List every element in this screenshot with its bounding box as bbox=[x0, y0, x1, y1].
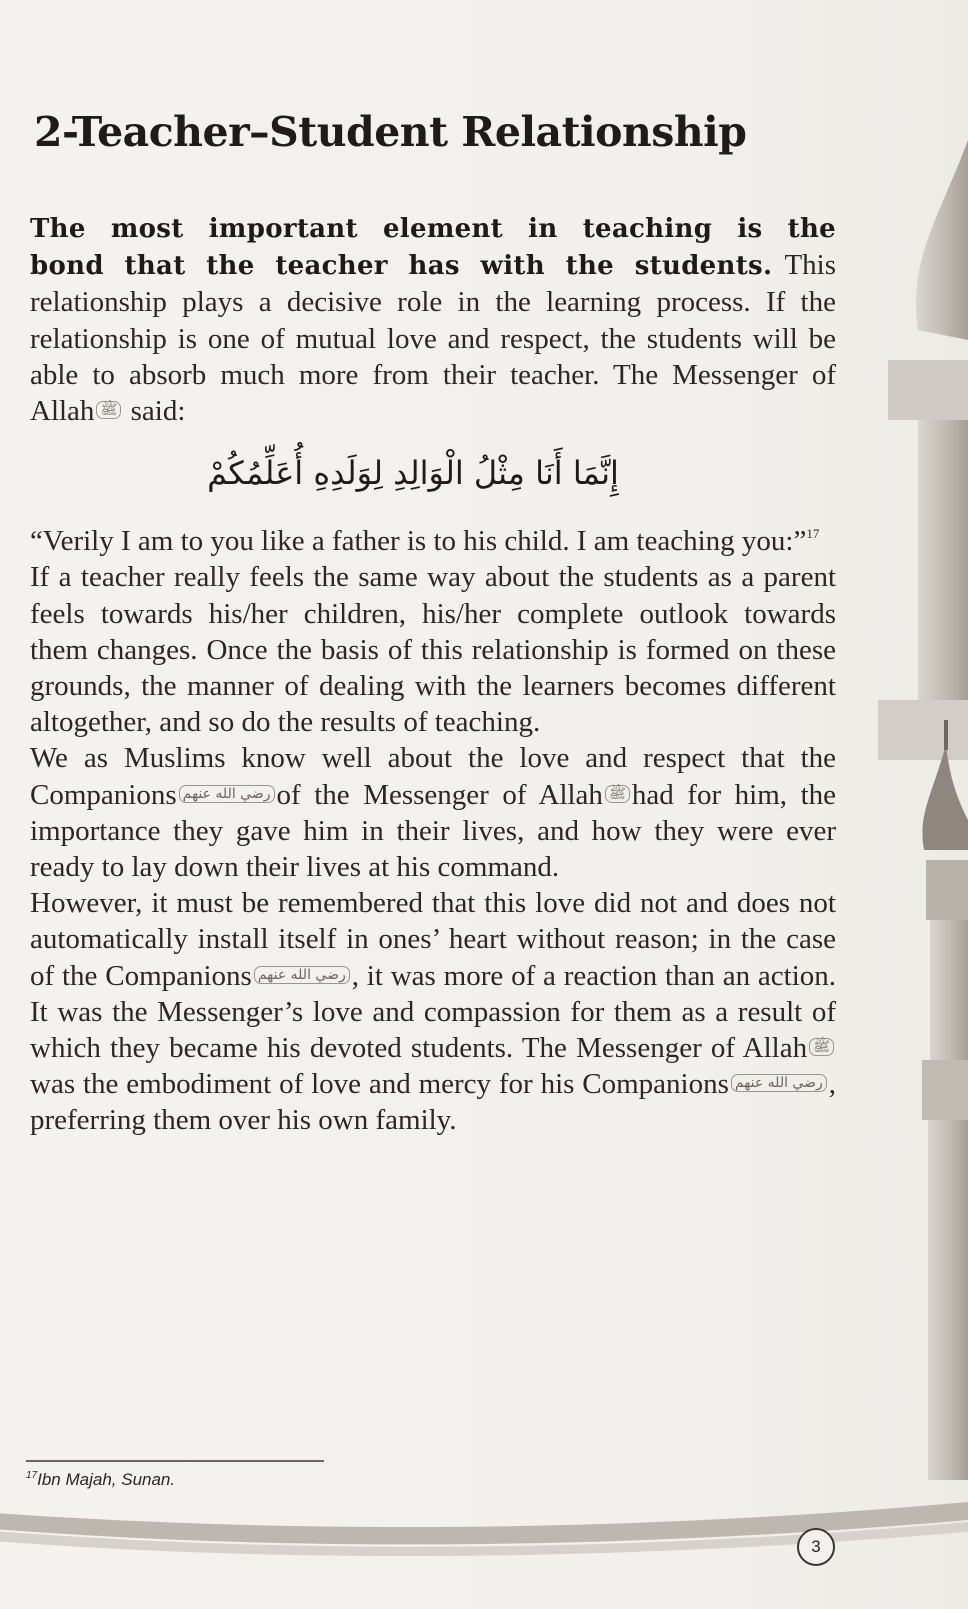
prophet-honorific-icon: ﷺ bbox=[96, 401, 121, 419]
footnote-marker: 17 bbox=[26, 1470, 38, 1481]
companions-honorific-icon: رضي الله عنهم bbox=[179, 785, 275, 803]
reaction-text-d: , preferring them over his own family. bbox=[30, 1068, 836, 1137]
page-number: 3 bbox=[797, 1528, 835, 1566]
companions-honorific-icon: رضي الله عنهم bbox=[731, 1074, 827, 1092]
section-title: 2-Teacher–Student Relationship bbox=[34, 108, 747, 156]
minaret-illustration bbox=[838, 0, 968, 1609]
lead-sentence: The most important element in teaching is the bond that the teacher has with the students. bbox=[30, 214, 836, 282]
reaction-text-a: However, it must be remembered that this love did not and does not automatically install itself in ones’ heart without reason; in the case of the Companions bbox=[30, 887, 836, 992]
reaction-text-b: , it was more of a reaction than an action. It was the Messenger’s love and compassion for them as a result of which they became his devoted students. The Messenger of Allah bbox=[30, 959, 837, 1065]
footnote-text: Ibn Majah, Sunan. bbox=[37, 1470, 176, 1489]
reaction-text-c: was the embodiment of love and mercy for his Companions bbox=[30, 1068, 729, 1101]
companions-honorific-icon: رضي الله عنهم bbox=[254, 966, 350, 984]
quote-translation: “Verily I am to you like a father is to his child. I am teaching you:” bbox=[30, 525, 807, 558]
paragraph-reaction bbox=[30, 885, 836, 1138]
companions-text-c: had for him, the importance they gave him in their lives, and how they were ever ready to lay down their lives at his command. bbox=[30, 778, 837, 884]
prophet-honorific-icon: ﷺ bbox=[605, 785, 630, 803]
arabic-hadith-quote: إِنَّمَا أَنَا مِثْلُ الْوَالِدِ لِوَلَدِهِ أُعَلِّمُكُمْ bbox=[207, 454, 619, 493]
paragraph-translation bbox=[30, 523, 836, 559]
paragraph-parent-analogy: If a teacher really feels the same way about the students as a parent feels towards his/her children, his/her complete outlook towards them changes. Once the basis of this relationship is formed on these grounds, the manner of dealing with the learners becomes different altogether, and so do the results of teaching. bbox=[30, 561, 836, 739]
said-text: said: bbox=[130, 395, 186, 428]
intro-text: This relationship plays a decisive role in the learning process. If the relationship is one of mutual love and respect, the students will be able to absorb much more from their teacher. The Messenger of Allah bbox=[30, 249, 836, 428]
body-text bbox=[30, 210, 836, 1139]
companions-text-a: We as Muslims know well about the love and respect that the Companions bbox=[30, 742, 836, 811]
prophet-honorific-icon: ﷺ bbox=[809, 1038, 834, 1056]
companions-text-b: of the Messenger of Allah bbox=[276, 778, 603, 811]
paragraph-intro bbox=[30, 210, 836, 429]
footnote-divider bbox=[26, 1460, 324, 1462]
paragraph-companions-love bbox=[30, 740, 836, 885]
footnote bbox=[26, 1470, 175, 1490]
footnote-reference: 17 bbox=[806, 526, 820, 542]
